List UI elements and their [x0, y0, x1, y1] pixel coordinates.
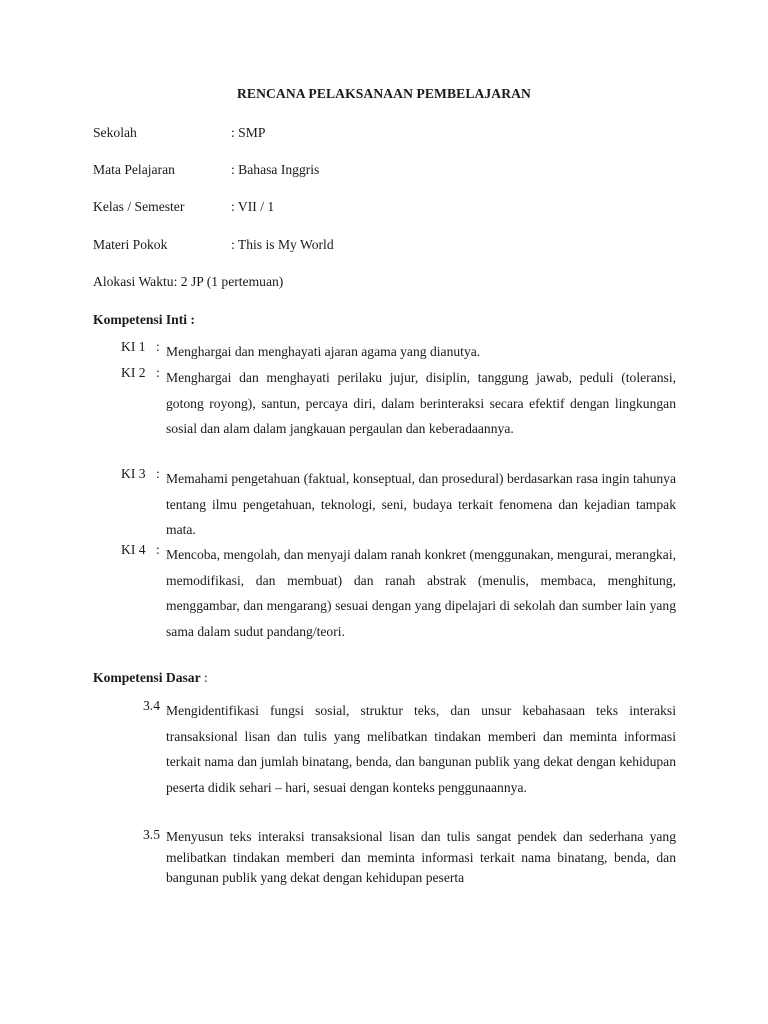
- ki-code: KI 2: [121, 365, 146, 380]
- info-label: Materi Pokok: [93, 237, 168, 252]
- kd-code: 3.4: [143, 698, 160, 713]
- info-value: : SMP: [231, 125, 266, 140]
- kompetensi-dasar-heading-colon: :: [200, 670, 208, 685]
- ki-code: KI 3: [121, 466, 146, 481]
- ki-code: KI 1: [121, 339, 146, 354]
- ki-text: Menghargai dan menghayati ajaran agama yang dianutya.: [166, 344, 481, 359]
- info-value: : Bahasa Inggris: [231, 162, 320, 177]
- kompetensi-dasar-heading-text: Kompetensi Dasar: [93, 670, 201, 685]
- info-value: : This is My World: [231, 237, 334, 252]
- ki-text: Memahami pengetahuan (faktual, konseptual, dan prosedural) berdasarkan rasa ingin tahunya tentang ilmu pengetahuan, teknologi, seni, budaya terkait fenomena dan kejadian tampak mata.: [166, 471, 676, 537]
- document-title: RENCANA PELAKSANAAN PEMBELAJARAN: [237, 86, 531, 101]
- info-label: Sekolah: [93, 125, 137, 140]
- kompetensi-inti-heading: Kompetensi Inti :: [93, 312, 195, 327]
- ki-colon: :: [156, 339, 160, 354]
- kd-text: Menyusun teks interaksi transaksional lisan dan tulis sangat pendek dan sederhana yang melibatkan tindakan memberi dan meminta informasi terkait nama binatang, benda, dan bangunan publik yang dekat dengan kehidupan peserta: [166, 829, 676, 885]
- ki-code: KI 4: [121, 542, 146, 557]
- kd-text: Mengidentifikasi fungsi sosial, struktur teks, dan unsur kebahasaan teks interaksi transaksional lisan dan tulis yang melibatkan tindakan memberi dan meminta informasi terkait nama dan jumlah binatang, benda, dan bangunan publik yang dekat dengan kehidupan peserta didik sehari – hari, sesuai dengan konteks penggunaannya.: [166, 703, 676, 795]
- ki-text: Mencoba, mengolah, dan menyaji dalam ranah konkret (menggunakan, mengurai, merangkai, memodifikasi, dan membuat) dan ranah abstrak (menulis, membaca, menghitung, menggambar, dan mengarang) sesuai dengan yang dipelajari di sekolah dan sumber lain yang sama dalam sudut pandang/teori.: [166, 547, 676, 639]
- info-value: : VII / 1: [231, 199, 275, 214]
- ki-colon: :: [156, 365, 160, 380]
- ki-text: Menghargai dan menghayati perilaku jujur, disiplin, tanggung jawab, peduli (toleransi, gotong royong), santun, percaya diri, dalam berinteraksi secara efektif dengan lingkungan sosial dan alam dalam jangkauan pergaulan dan keberadaannya.: [166, 370, 676, 436]
- kompetensi-dasar-heading: [93, 670, 208, 686]
- ki-colon: :: [156, 466, 160, 481]
- alokasi-waktu: Alokasi Waktu: 2 JP (1 pertemuan): [93, 274, 284, 289]
- kd-code: 3.5: [143, 827, 160, 842]
- info-label: Kelas / Semester: [93, 199, 185, 214]
- info-label: Mata Pelajaran: [93, 162, 175, 177]
- ki-colon: :: [156, 542, 160, 557]
